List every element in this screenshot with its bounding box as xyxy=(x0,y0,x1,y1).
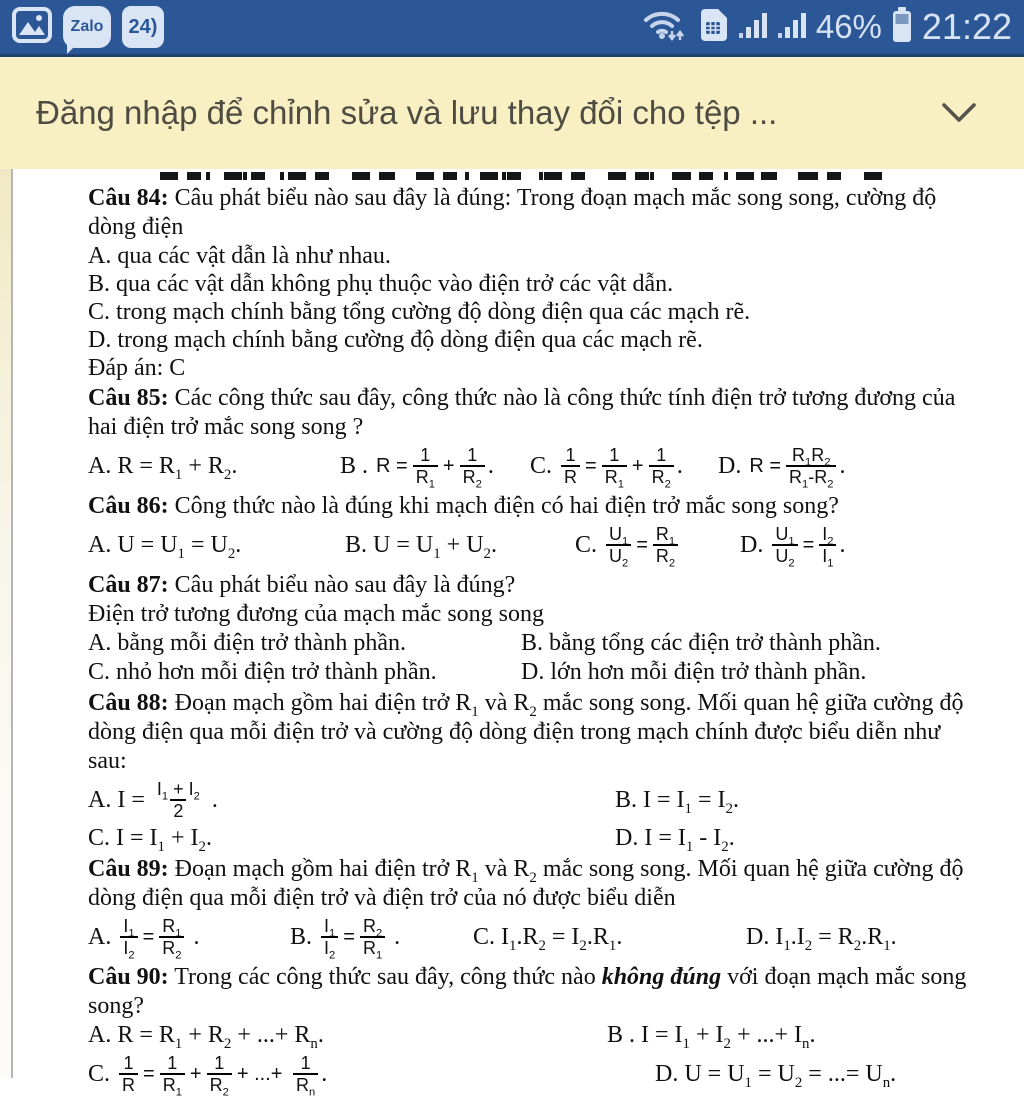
option-b: B. $I = I_1 = I_2$. xyxy=(615,786,739,817)
battery-icon xyxy=(891,6,913,49)
option-d: D. $I_1.I_2 = R_2.R_1$. xyxy=(746,923,897,954)
badge-24-label: 24 xyxy=(128,15,151,38)
option-b: B. $U = U_1 + U_2$. xyxy=(345,531,497,562)
status-bar xyxy=(0,0,1024,57)
question-90 xyxy=(88,963,968,1098)
option-a: A. $R = R_1 + R_2$ + ...+ $R_n$. xyxy=(88,1022,324,1052)
options-row-2 xyxy=(88,1050,968,1098)
signal-icon-1 xyxy=(738,9,768,46)
question-86 xyxy=(88,492,968,569)
sim-icon xyxy=(697,7,729,48)
question-title: Câu 84: Câu phát biểu nào sau đây là đúng: Trong đoạn mạch mắc song song, cường độ dòng điện xyxy=(88,185,937,240)
option-a: A. qua các vật dẫn là như nhau. xyxy=(88,243,391,269)
question-title: Câu 87: Câu phát biểu nào sau đây là đúng? xyxy=(88,572,516,598)
option-b: B. qua các vật dẫn không phụ thuộc vào điện trở các vật dẫn. xyxy=(88,271,674,297)
question-title: Câu 88: Đoạn mạch gồm hai điện trở $R_1$ và $R_2$ mắc song song. Mối quan hệ giữa cường độ dòng điện qua mỗi điện trở và cường độ dòng điện trong mạch chính được biểu diễn như sau: xyxy=(88,690,964,774)
option-b: B . R = $\frac{1}{R_1}$ + $\frac{1}{R_2}$ . xyxy=(340,445,494,491)
question-title: Câu 85: Các công thức sau đây, công thức nào là công thức tính điện trở tương đương của hai điện trở mắc song song ? xyxy=(88,385,956,440)
option-c: C. nhỏ hơn mỗi điện trở thành phần. xyxy=(88,659,437,685)
question-subtext: Điện trở tương đương của mạch mắc song song xyxy=(88,601,544,627)
wifi-icon xyxy=(642,7,688,48)
document-page[interactable] xyxy=(13,169,1024,1099)
question-title: Câu 90: Trong các công thức sau đây, công thức nào không đúng với đoạn mạch mắc song song? xyxy=(88,964,967,1019)
question-title: Câu 89: Đoạn mạch gồm hai điện trở $R_1$ và $R_2$ mắc song song. Mối quan hệ giữa cường độ dòng điện qua mỗi điện trở và điện trở của nó được biểu diễn xyxy=(88,856,964,911)
emphasis-text: không đúng xyxy=(601,964,722,990)
zalo-label: Zalo xyxy=(70,18,104,35)
answer-line: Đáp án: C xyxy=(88,355,186,381)
options-row-1 xyxy=(88,629,968,658)
signal-icon-2 xyxy=(777,9,807,46)
option-a: A. $R = R_1 + R_2$. xyxy=(88,452,238,483)
option-d: D. $U = U_1 = U_2$ = ...= $U_n$. xyxy=(655,1060,897,1091)
option-b: B. bằng tổng các điện trở thành phần. xyxy=(521,630,881,656)
question-85 xyxy=(88,384,968,490)
options-row-2 xyxy=(88,824,968,853)
option-b: B . $I = I_1 + I_2$ + ...+ $I_n$. xyxy=(607,1022,816,1052)
clipped-text-line xyxy=(160,172,890,180)
question-title: Câu 86: Công thức nào là đúng khi mạch điện có hai điện trở mắc song song? xyxy=(88,493,839,519)
options-row-1 xyxy=(88,1021,968,1050)
clock-text: 21:22 xyxy=(921,6,1012,47)
option-a: A. bằng mỗi điện trở thành phần. xyxy=(88,630,406,656)
option-d: D. trong mạch chính bằng cường độ dòng điện qua các mạch rẽ. xyxy=(88,327,703,353)
options-row xyxy=(88,913,968,961)
options-row xyxy=(88,442,968,490)
option-d: D. R = $\frac{R_1R_2}{R_1-R_2}$ . xyxy=(718,445,846,491)
battery-percent: 46% xyxy=(815,8,882,45)
question-87 xyxy=(88,571,968,687)
question-84 xyxy=(88,184,968,382)
option-c: C. $\frac{1}{R}$ = $\frac{1}{R_1}$ + $\frac{1}{R_2}$ . xyxy=(530,445,683,491)
option-c: C. $I_1.R_2 = I_2.R_1$. xyxy=(473,923,623,954)
option-d: D. lớn hơn mỗi điện trở thành phần. xyxy=(521,659,867,685)
option-d: D. $\frac{U_1}{U_2}$ = $\frac{I_2}{I_1}$ . xyxy=(740,524,846,570)
option-b: B. $\frac{I_1}{I_2}$ = $\frac{R_2}{R_1}$ . xyxy=(290,916,401,962)
badge-24-icon: 24 ) xyxy=(122,6,164,48)
options-row-1 xyxy=(88,776,968,824)
login-banner[interactable] xyxy=(0,57,1024,169)
options-row xyxy=(88,521,968,569)
banner-title: Đăng nhập để chỉnh sửa và lưu thay đổi cho tệp ... xyxy=(36,94,778,131)
chevron-down-icon[interactable] xyxy=(940,101,978,125)
option-d: D. $I = I_1 - I_2$. xyxy=(615,825,735,855)
page-left-gutter xyxy=(0,169,11,1078)
option-a: A. $U = U_1 = U_2$. xyxy=(88,531,242,562)
option-c: C. $\frac{U_1}{U_2}$ = $\frac{R_1}{R_2}$ xyxy=(575,524,740,566)
gallery-icon xyxy=(12,7,52,48)
option-c: C. $\frac{1}{R}$ = $\frac{1}{R_1}$ + $\frac{1}{R_2}$ + ...+ $\frac{1}{R_n}$ . xyxy=(88,1053,328,1099)
option-c: C. trong mạch chính bằng tổng cường độ dòng điện qua các mạch rẽ. xyxy=(88,299,751,325)
zalo-icon xyxy=(63,6,111,48)
question-89 xyxy=(88,855,968,961)
option-a: A. I = $\frac{I_1 + I_2}{2}$ . xyxy=(88,779,218,821)
options-row-2 xyxy=(88,658,968,687)
option-c: C. $I = I_1 + I_2$. xyxy=(88,825,212,855)
question-88 xyxy=(88,689,968,853)
option-a: A. $\frac{I_1}{I_2}$ = $\frac{R_1}{R_2}$ . xyxy=(88,916,200,962)
